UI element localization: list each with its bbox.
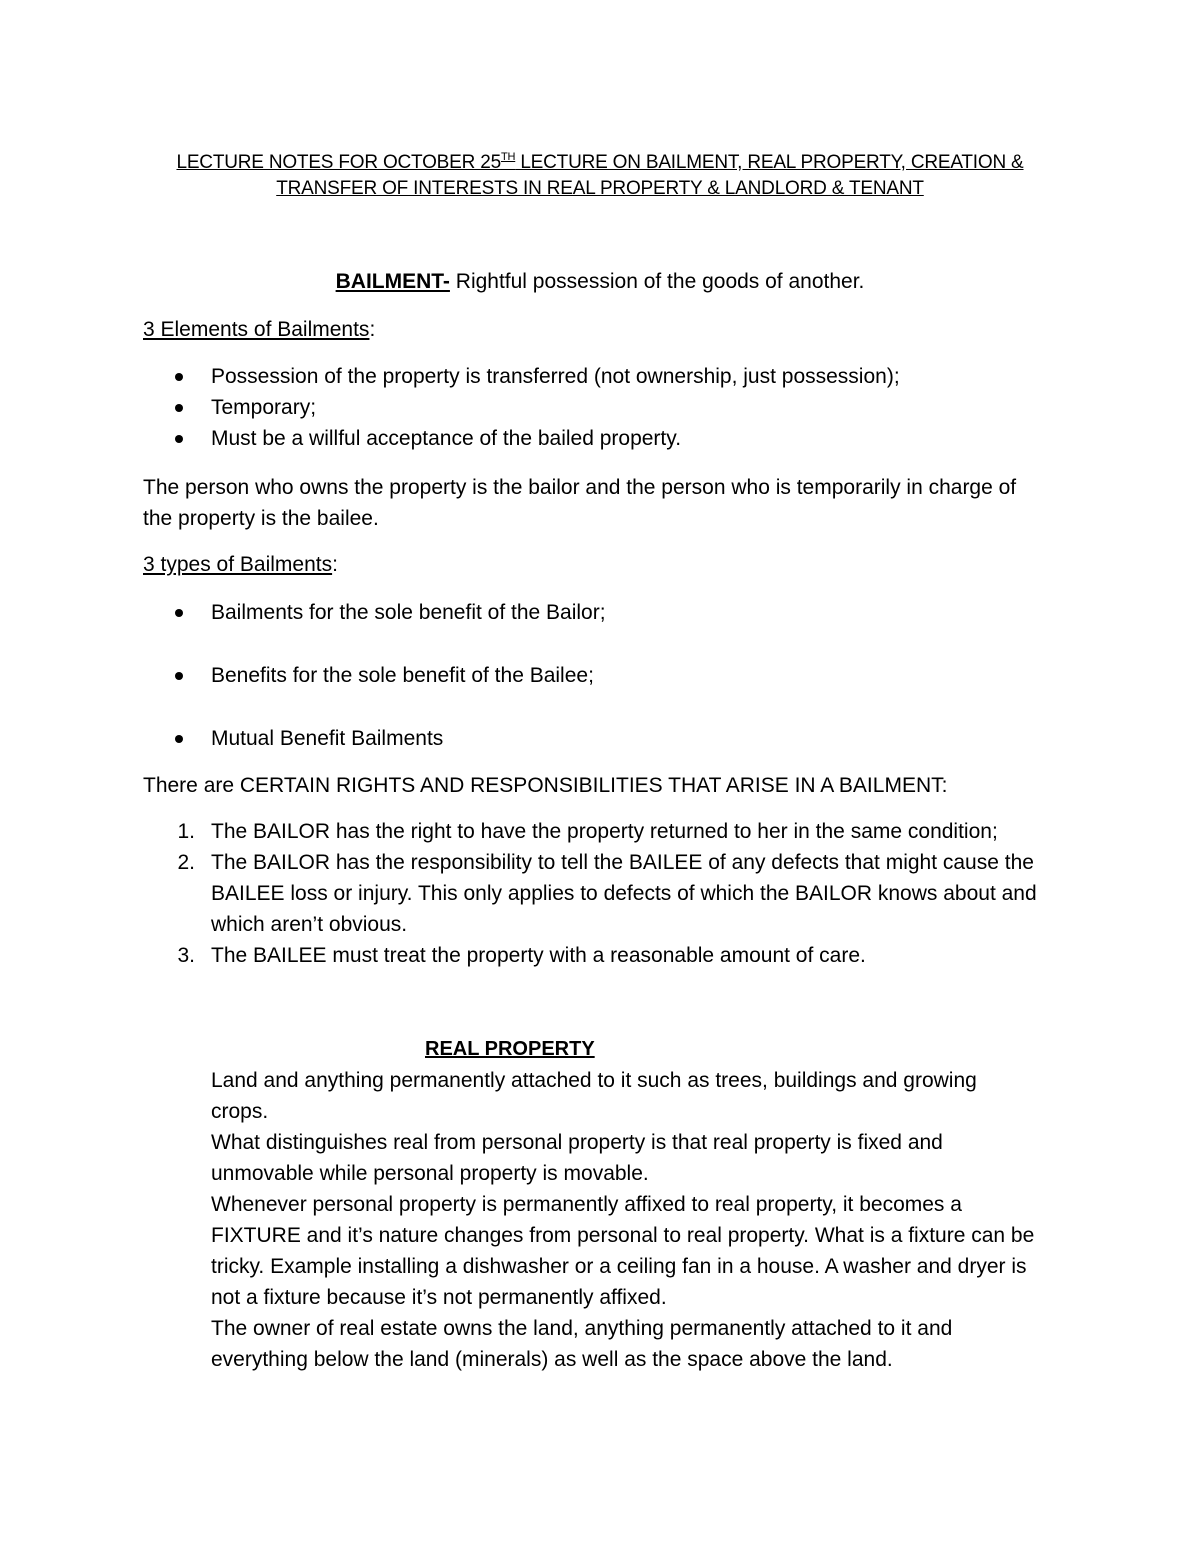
list-number: 3.: [177, 944, 195, 967]
elements-heading-text: 3 Elements of Bailments: [143, 318, 370, 341]
elements-heading: [143, 314, 375, 345]
bullet-icon: [175, 609, 183, 617]
bullet-icon: [175, 735, 183, 743]
rights-item-continued: BAILEE loss or injury. This only applies to defects of which the BAILOR knows about and: [211, 882, 1037, 905]
rights-item: The BAILOR has the right to have the property returned to her in the same condition;: [211, 820, 998, 843]
document-title-line-2: TRANSFER OF INTERESTS IN REAL PROPERTY & LANDLORD & TENANT: [276, 178, 924, 199]
bullet-icon: [175, 435, 183, 443]
real-property-line: The owner of real estate owns the land, anything permanently attached to it and: [211, 1317, 953, 1340]
element-item: Possession of the property is transferred (not ownership, just possession);: [211, 365, 900, 388]
real-property-line: What distinguishes real from personal property is that real property is fixed and: [211, 1131, 943, 1154]
title-superscript: TH: [500, 151, 516, 163]
bailment-definition: [0, 266, 1200, 297]
rights-item: The BAILEE must treat the property with a reasonable amount of care.: [211, 944, 866, 967]
element-item: Temporary;: [211, 396, 317, 419]
real-property-line: unmovable while personal property is movable.: [211, 1162, 649, 1185]
parties-paragraph-line-2: the property is the bailee.: [143, 507, 379, 530]
real-property-heading: REAL PROPERTY: [425, 1038, 595, 1060]
title-text-continued: LECTURE ON BAILMENT, REAL PROPERTY, CREATION &: [515, 152, 1024, 173]
bullet-icon: [175, 373, 183, 381]
type-item: Bailments for the sole benefit of the Bailor;: [211, 601, 606, 624]
bailment-definition-text: Rightful possession of the goods of another.: [449, 270, 865, 293]
bailment-term: BAILMENT-: [335, 270, 450, 293]
real-property-line: Land and anything permanently attached to it such as trees, buildings and growing: [211, 1069, 977, 1092]
real-property-line: crops.: [211, 1100, 269, 1123]
list-number: 1.: [177, 820, 195, 843]
types-heading-colon: :: [332, 553, 338, 576]
real-property-line: Whenever personal property is permanently affixed to real property, it becomes a: [211, 1193, 962, 1216]
elements-heading-colon: :: [369, 318, 376, 341]
rights-item-continued: which aren’t obvious.: [211, 913, 408, 936]
real-property-line: FIXTURE and it’s nature changes from personal to real property. What is a fixture can be: [211, 1224, 1035, 1247]
type-item: Mutual Benefit Bailments: [211, 727, 444, 750]
element-item: Must be a willful acceptance of the bailed property.: [211, 427, 682, 450]
rights-item: The BAILOR has the responsibility to tell the BAILEE of any defects that might cause the: [211, 851, 1034, 874]
bullet-icon: [175, 404, 183, 412]
real-property-line: not a fixture because it’s not permanently affixed.: [211, 1286, 667, 1309]
types-heading: [143, 549, 338, 580]
type-item: Benefits for the sole benefit of the Bailee;: [211, 664, 594, 687]
parties-paragraph-line-1: The person who owns the property is the bailor and the person who is temporarily in charge of: [143, 476, 1017, 499]
rights-intro: There are CERTAIN RIGHTS AND RESPONSIBILITIES THAT ARISE IN A BAILMENT:: [143, 774, 948, 797]
real-property-line: everything below the land (minerals) as well as the space above the land.: [211, 1348, 893, 1371]
real-property-line: tricky. Example installing a dishwasher or a ceiling fan in a house. A washer and dryer is: [211, 1255, 1027, 1278]
bullet-icon: [175, 672, 183, 680]
types-heading-text: 3 types of Bailments: [143, 553, 333, 576]
list-number: 2.: [177, 851, 195, 874]
title-text: LECTURE NOTES FOR OCTOBER 25: [176, 152, 501, 173]
